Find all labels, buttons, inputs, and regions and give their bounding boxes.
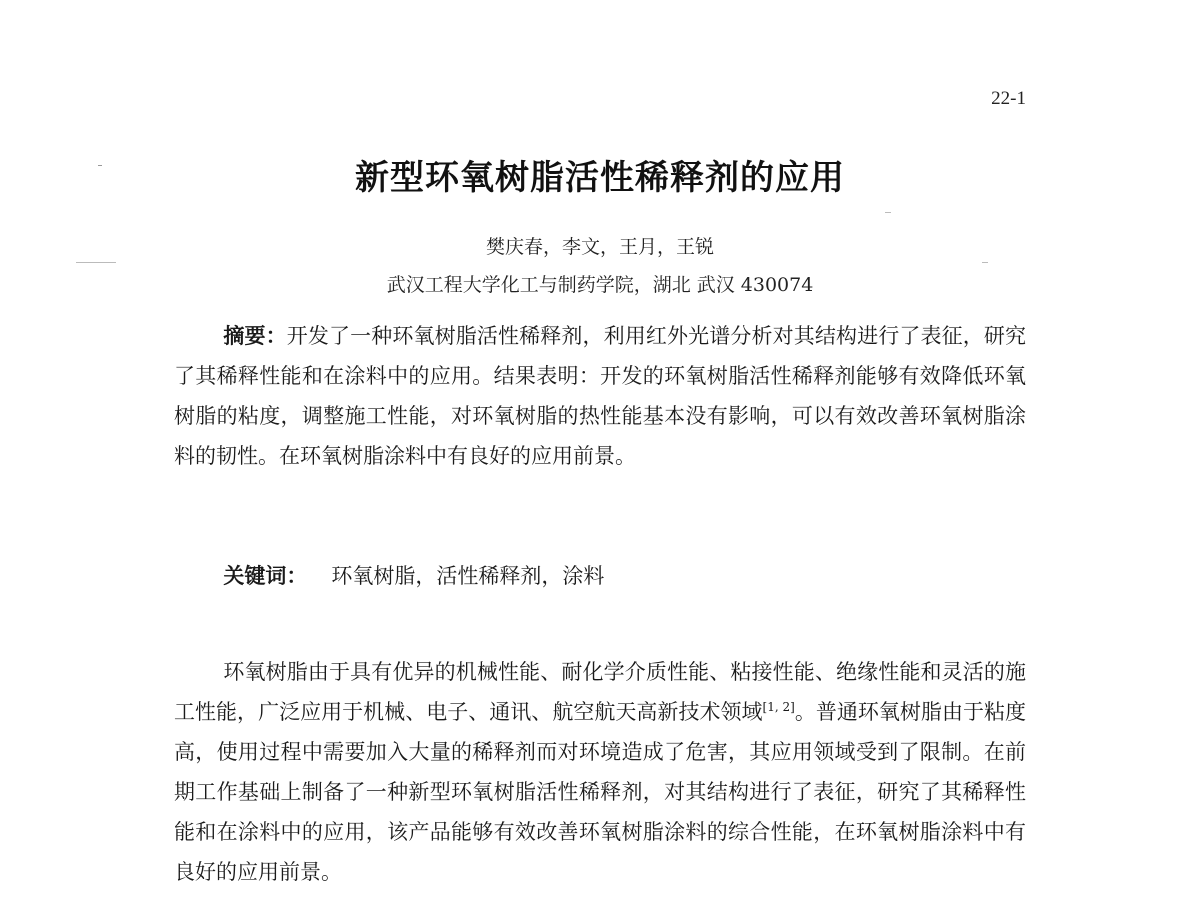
scan-speck	[885, 212, 891, 213]
keywords-label: 关键词：	[223, 563, 308, 588]
abstract-label: 摘要：	[223, 323, 287, 348]
scan-speck	[98, 165, 102, 166]
authors: 樊庆春，李文，王月，王锐	[485, 236, 714, 258]
intro-text-part2: 。普通环氧树脂由于粘度高，使用过程中需要加入大量的稀释剂而对环境造成了危害，其应用领域受到了限制。在前期工作基础上制备了一种新型环氧树脂活性稀释剂，对其结构进行了表征，研究了其稀释性能和在涂料中的应用，该产品能够有效改善环氧树脂涂料的综合性能，在环氧树脂涂料中有良好的应用前景。	[174, 700, 1026, 884]
affiliation: 武汉工程大学化工与制药学院，湖北 武汉 430074	[386, 274, 814, 296]
paper-title: 新型环氧树脂活性稀释剂的应用	[355, 158, 845, 198]
scan-speck	[982, 262, 988, 263]
scan-speck	[76, 262, 116, 263]
keywords-text: 环氧树脂，活性稀释剂，涂料	[331, 564, 605, 588]
page-number: 22-1	[991, 88, 1026, 109]
intro-paragraph	[174, 652, 1026, 892]
abstract-text: 开发了一种环氧树脂活性稀释剂，利用红外光谱分析对其结构进行了表征，研究了其稀释性能和在涂料中的应用。结果表明：开发的环氧树脂活性稀释剂能够有效降低环氧树脂的粘度，调整施工性能，对环氧树脂的热性能基本没有影响，可以有效改善环氧树脂涂料的韧性。在环氧树脂涂料中有良好的应用前景。	[174, 324, 1027, 468]
citation-ref: [1, 2]	[762, 700, 795, 714]
abstract	[174, 316, 1026, 476]
intro-text-part1: 环氧树脂由于具有优异的机械性能、耐化学介质性能、粘接性能、绝缘性能和灵活的施工性能，广泛应用于机械、电子、通讯、航空航天高新技术领域	[174, 660, 1026, 724]
keywords	[174, 556, 1026, 596]
